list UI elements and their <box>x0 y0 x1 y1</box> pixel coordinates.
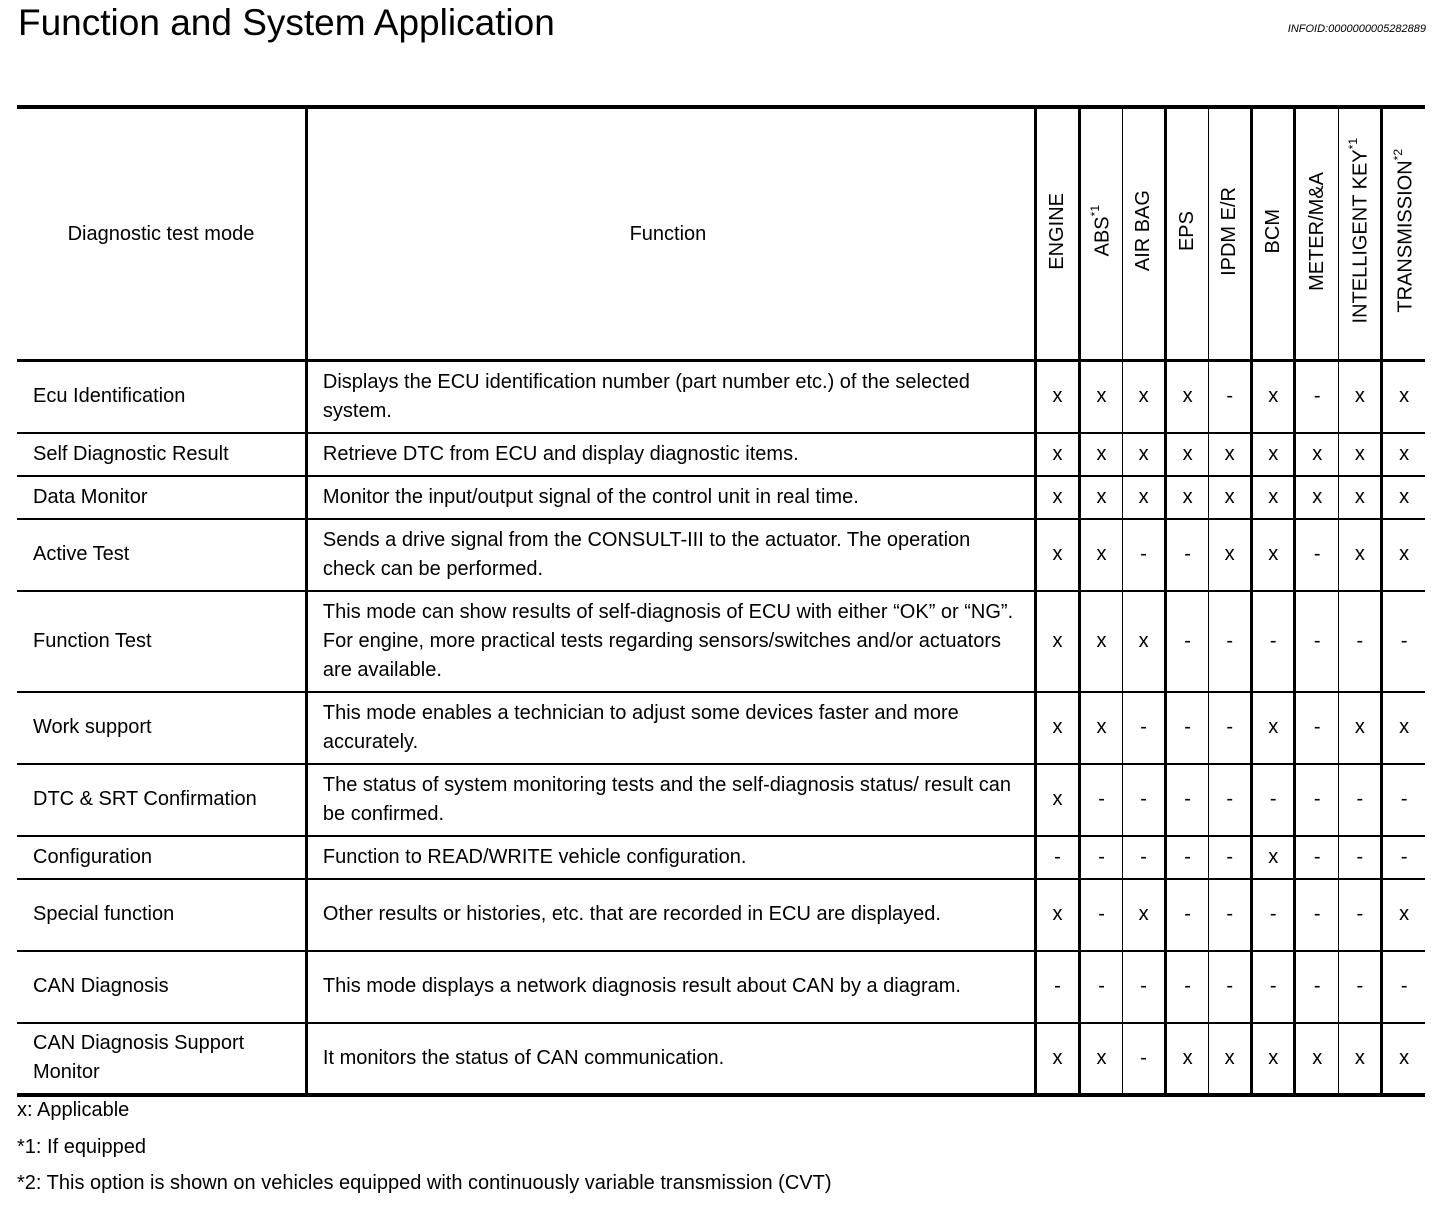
applicability-cell: x <box>1209 519 1252 591</box>
applicability-cell: - <box>1123 764 1166 836</box>
system-label-text: TRANSMISSION <box>1394 160 1417 313</box>
function-description-cell: Other results or histories, etc. that are recorded in ECU are displayed. <box>306 879 1035 951</box>
applicability-cell: x <box>1382 433 1425 476</box>
function-description-cell: The status of system monitoring tests and the self-diagnosis status/ result can be confirmed. <box>306 764 1035 836</box>
function-description-cell: Retrieve DTC from ECU and display diagnostic items. <box>306 433 1035 476</box>
applicability-cell: - <box>1166 836 1209 879</box>
applicability-cell: x <box>1035 361 1079 433</box>
table-row <box>17 433 1425 476</box>
applicability-cell: x <box>1035 591 1079 692</box>
applicability-cell: - <box>1166 951 1209 1023</box>
table-row <box>17 836 1425 879</box>
system-label <box>1391 149 1418 313</box>
applicability-cell: x <box>1035 879 1079 951</box>
applicability-cell: x <box>1382 1023 1425 1095</box>
applicability-cell: x <box>1123 591 1166 692</box>
applicability-cell: - <box>1295 591 1339 692</box>
applicability-cell: - <box>1295 519 1339 591</box>
system-label-text: IPDM E/R <box>1218 186 1241 276</box>
applicability-cell: x <box>1295 1023 1339 1095</box>
applicability-cell: x <box>1035 519 1079 591</box>
system-label <box>1306 172 1329 291</box>
applicability-cell: - <box>1382 591 1425 692</box>
table-row <box>17 951 1425 1023</box>
applicability-cell: x <box>1252 1023 1295 1095</box>
applicability-cell: x <box>1252 519 1295 591</box>
applicability-cell: x <box>1339 433 1382 476</box>
applicability-cell: x <box>1080 692 1123 764</box>
header-system-transmission <box>1382 107 1425 361</box>
applicability-cell: x <box>1080 591 1123 692</box>
diagnostic-mode-cell: CAN Diagnosis Support Monitor <box>17 1023 306 1095</box>
system-label <box>1176 211 1199 251</box>
applicability-cell: - <box>1166 879 1209 951</box>
applicability-cell: x <box>1252 433 1295 476</box>
applicability-cell: - <box>1080 879 1123 951</box>
applicability-cell: - <box>1166 519 1209 591</box>
applicability-cell: - <box>1339 591 1382 692</box>
applicability-cell: - <box>1166 692 1209 764</box>
system-label-text: INTELLIGENT KEY <box>1350 149 1373 324</box>
applicability-cell: - <box>1080 836 1123 879</box>
applicability-cell: x <box>1123 433 1166 476</box>
diagnostic-mode-cell: Configuration <box>17 836 306 879</box>
header-system-intelligent-key <box>1339 107 1382 361</box>
applicability-cell: x <box>1295 476 1339 519</box>
applicability-cell: x <box>1382 519 1425 591</box>
function-description-cell: Sends a drive signal from the CONSULT-III to the actuator. The operation check can be performed. <box>306 519 1035 591</box>
applicability-cell: - <box>1123 951 1166 1023</box>
applicability-cell: x <box>1035 476 1079 519</box>
system-label <box>1132 190 1155 271</box>
footnote-1: *1: If equipped <box>17 1136 146 1158</box>
diagnostic-mode-cell: DTC & SRT Confirmation <box>17 764 306 836</box>
diagnostic-mode-cell: Self Diagnostic Result <box>17 433 306 476</box>
header-system-ipdm-e-r <box>1209 107 1252 361</box>
applicability-cell: x <box>1209 476 1252 519</box>
applicability-cell: x <box>1080 519 1123 591</box>
table-row <box>17 764 1425 836</box>
applicability-cell: - <box>1209 764 1252 836</box>
applicability-cell: x <box>1123 476 1166 519</box>
applicability-cell: - <box>1209 879 1252 951</box>
applicability-cell: - <box>1252 591 1295 692</box>
diagnostic-mode-cell: Active Test <box>17 519 306 591</box>
header-system-bcm <box>1252 107 1295 361</box>
applicability-cell: x <box>1339 692 1382 764</box>
applicability-cell: x <box>1252 692 1295 764</box>
applicability-cell: - <box>1295 361 1339 433</box>
applicability-cell: - <box>1209 361 1252 433</box>
function-description-cell: This mode displays a network diagnosis result about CAN by a diagram. <box>306 951 1035 1023</box>
applicability-cell: - <box>1295 836 1339 879</box>
applicability-cell: x <box>1252 476 1295 519</box>
table-row <box>17 591 1425 692</box>
applicability-cell: x <box>1080 476 1123 519</box>
header-system-air-bag <box>1123 107 1166 361</box>
page-title: Function and System Application <box>18 2 555 43</box>
applicability-cell: - <box>1339 764 1382 836</box>
applicability-cell: x <box>1252 836 1295 879</box>
applicability-cell: x <box>1035 433 1079 476</box>
applicability-cell: - <box>1035 951 1079 1023</box>
function-description-cell: Monitor the input/output signal of the control unit in real time. <box>306 476 1035 519</box>
applicability-cell: x <box>1035 1023 1079 1095</box>
applicability-cell: - <box>1339 951 1382 1023</box>
applicability-cell: x <box>1123 879 1166 951</box>
system-label <box>1218 187 1241 276</box>
applicability-cell: - <box>1209 951 1252 1023</box>
applicability-cell: - <box>1382 836 1425 879</box>
function-description-cell: Displays the ECU identification number (part number etc.) of the selected system. <box>306 361 1035 433</box>
system-label <box>1346 138 1373 323</box>
header-system-meter-m-a <box>1295 107 1339 361</box>
applicability-cell: - <box>1035 836 1079 879</box>
applicability-cell: - <box>1382 764 1425 836</box>
applicability-cell: - <box>1123 519 1166 591</box>
applicability-cell: - <box>1295 951 1339 1023</box>
diagnostic-mode-cell: Special function <box>17 879 306 951</box>
applicability-cell: - <box>1123 836 1166 879</box>
applicability-cell: - <box>1382 951 1425 1023</box>
header-system-abs <box>1080 107 1123 361</box>
system-label <box>1046 193 1069 270</box>
system-label <box>1088 205 1115 256</box>
applicability-cell: - <box>1295 692 1339 764</box>
applicability-cell: - <box>1339 879 1382 951</box>
function-description-cell: This mode enables a technician to adjust some devices faster and more accurately. <box>306 692 1035 764</box>
applicability-cell: x <box>1295 433 1339 476</box>
table-row <box>17 476 1425 519</box>
applicability-cell: x <box>1209 1023 1252 1095</box>
applicability-cell: x <box>1035 764 1079 836</box>
system-label-text: BCM <box>1261 208 1284 254</box>
table-header-row <box>17 107 1425 361</box>
applicability-cell: - <box>1252 879 1295 951</box>
system-label-text: ENGINE <box>1045 192 1068 270</box>
system-label-text: METER/M&A <box>1305 171 1328 291</box>
applicability-cell: x <box>1166 361 1209 433</box>
applicability-cell: - <box>1209 836 1252 879</box>
footnote-2: *2: This option is shown on vehicles equipped with continuously variable transmission (CVT) <box>17 1172 832 1194</box>
function-system-table <box>17 105 1425 1097</box>
function-description-cell: Function to READ/WRITE vehicle configuration. <box>306 836 1035 879</box>
applicability-cell: - <box>1252 764 1295 836</box>
footnote-legend: x: Applicable <box>17 1099 130 1121</box>
header-system-eps <box>1166 107 1209 361</box>
footnote-marker: *1 <box>1346 138 1361 150</box>
system-label <box>1262 209 1285 253</box>
diagnostic-mode-cell: Work support <box>17 692 306 764</box>
applicability-cell: x <box>1339 476 1382 519</box>
function-description-cell: This mode can show results of self-diagnosis of ECU with either “OK” or “NG”. For engine, more practical tests regarding sensors/switches and/or actuators are available. <box>306 591 1035 692</box>
diagnostic-mode-cell: Function Test <box>17 591 306 692</box>
applicability-cell: - <box>1080 951 1123 1023</box>
applicability-cell: - <box>1166 764 1209 836</box>
applicability-cell: x <box>1382 476 1425 519</box>
table-row <box>17 361 1425 433</box>
applicability-cell: - <box>1123 692 1166 764</box>
applicability-cell: - <box>1295 764 1339 836</box>
system-label-text: EPS <box>1176 210 1199 252</box>
applicability-cell: - <box>1123 1023 1166 1095</box>
header-function: Function <box>306 107 1035 361</box>
system-label-text: ABS <box>1091 216 1114 257</box>
applicability-cell: x <box>1339 361 1382 433</box>
info-id: INFOID:0000000005282889 <box>1287 23 1426 35</box>
applicability-cell: - <box>1080 764 1123 836</box>
footnote-marker: *2 <box>1390 149 1405 161</box>
applicability-cell: x <box>1382 879 1425 951</box>
applicability-cell: x <box>1166 1023 1209 1095</box>
applicability-cell: x <box>1080 1023 1123 1095</box>
footnote-marker: *1 <box>1088 205 1103 217</box>
applicability-cell: x <box>1382 361 1425 433</box>
applicability-cell: - <box>1209 591 1252 692</box>
applicability-cell: x <box>1035 692 1079 764</box>
applicability-cell: - <box>1252 951 1295 1023</box>
applicability-cell: x <box>1166 476 1209 519</box>
applicability-cell: x <box>1080 433 1123 476</box>
function-description-cell: It monitors the status of CAN communication. <box>306 1023 1035 1095</box>
header-diagnostic-test-mode: Diagnostic test mode <box>17 107 306 361</box>
applicability-cell: x <box>1252 361 1295 433</box>
applicability-cell: x <box>1166 433 1209 476</box>
applicability-cell: - <box>1209 692 1252 764</box>
applicability-cell: x <box>1123 361 1166 433</box>
applicability-cell: x <box>1209 433 1252 476</box>
table-row <box>17 1023 1425 1095</box>
diagnostic-mode-cell: Data Monitor <box>17 476 306 519</box>
table-row <box>17 879 1425 951</box>
applicability-cell: - <box>1166 591 1209 692</box>
table-row <box>17 519 1425 591</box>
applicability-cell: x <box>1382 692 1425 764</box>
applicability-cell: x <box>1339 1023 1382 1095</box>
system-label-text: AIR BAG <box>1132 190 1155 272</box>
table-row <box>17 692 1425 764</box>
applicability-cell: x <box>1339 519 1382 591</box>
applicability-cell: x <box>1080 361 1123 433</box>
diagnostic-mode-cell: Ecu Identification <box>17 361 306 433</box>
diagnostic-mode-cell: CAN Diagnosis <box>17 951 306 1023</box>
applicability-cell: - <box>1295 879 1339 951</box>
applicability-cell: - <box>1339 836 1382 879</box>
header-system-engine <box>1035 107 1079 361</box>
